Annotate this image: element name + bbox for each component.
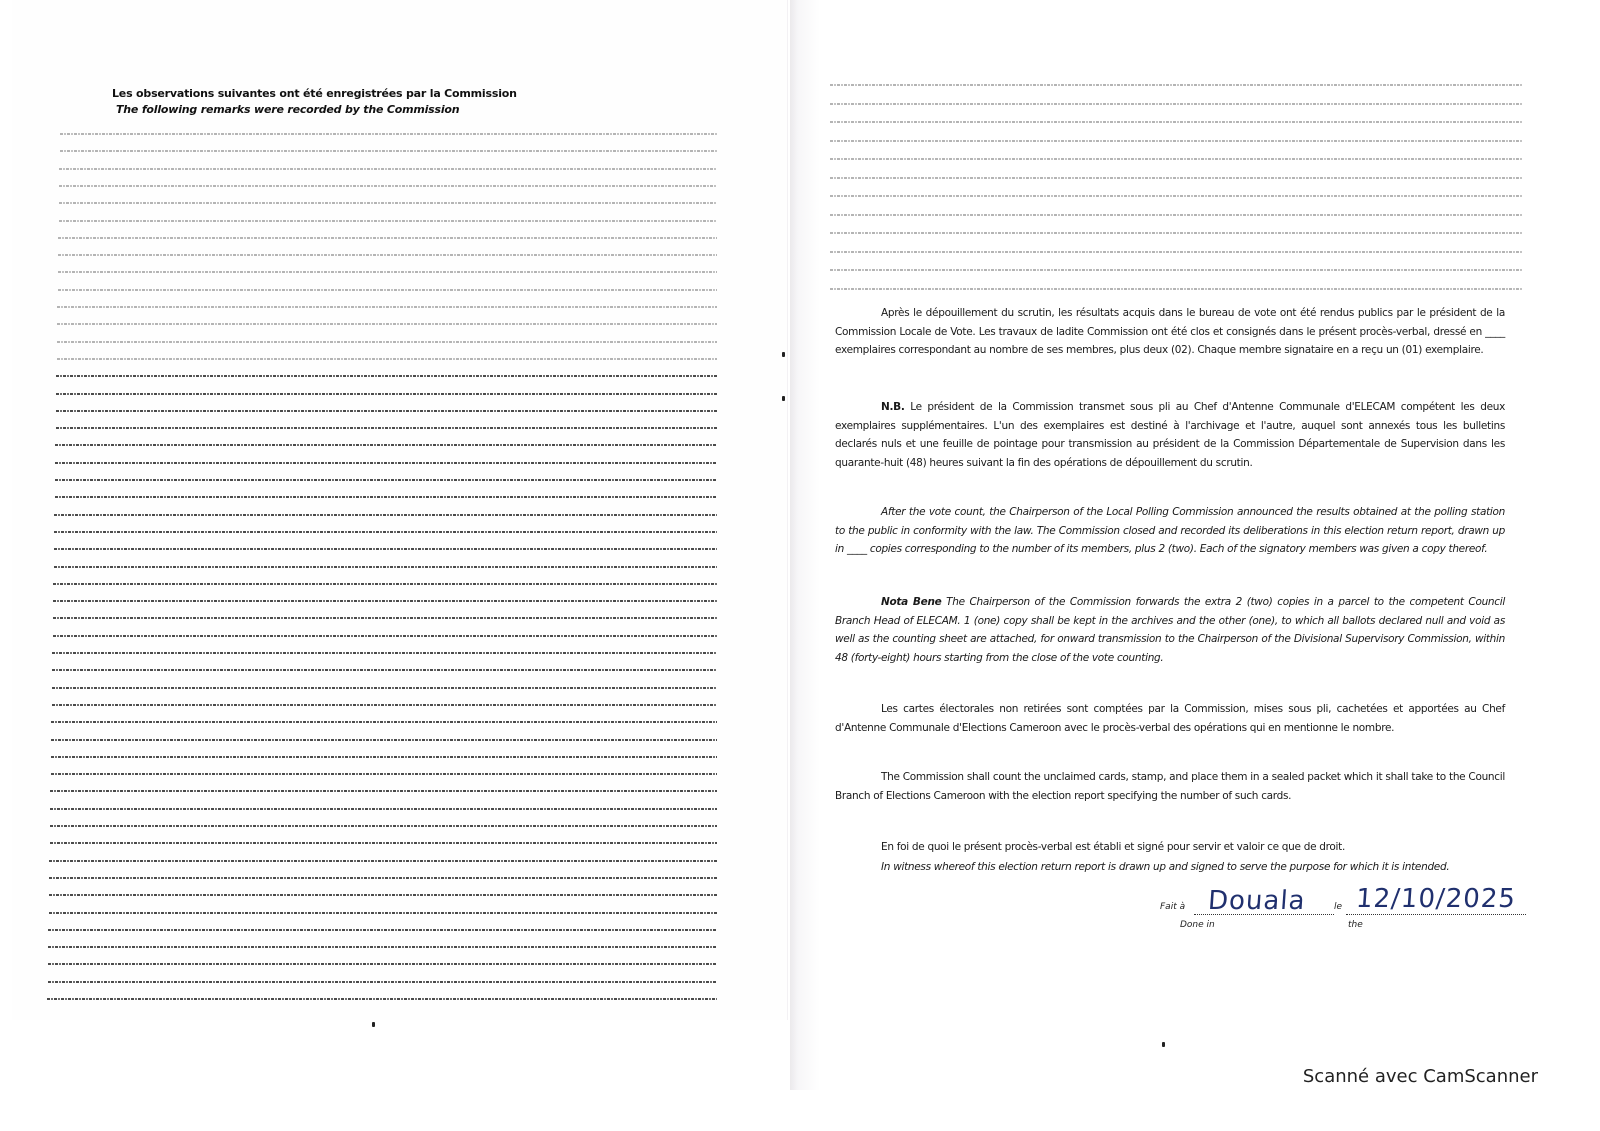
remark-line [49,860,717,862]
remark-line [59,168,717,170]
fait-a-label: Fait à [1160,902,1186,912]
paragraph-en-witness [835,858,1505,877]
en-witness-text: In witness whereof this election return report is drawn up and signed to serve the purpose for which it is intended. [881,861,1450,873]
remark-line [53,617,717,619]
signature-block [1160,884,1550,940]
remark-line [60,133,717,135]
remark-line [59,185,717,187]
en-nb-label: Nota Bene [881,596,942,608]
paragraph-fr-nb [835,398,1505,472]
en-nb-text: The Chairperson of the Commission forwards the extra 2 (two) copies in a parcel to the competent Council Branch Head of ELECAM. 1 (one) copy shall be kept in the archives and the other (one), to which all ballots declared null and void as well as the counting sheet are attached, for onward transmission to the Chairperson of the Divisional Supervisory Commission, within 48 (forty-eight) hours starting from the close of the vote counting. [835,596,1505,664]
en-cards-text: The Commission shall count the unclaimed cards, stamp, and place them in a sealed packet which it shall take to the Council Branch of Elections Cameroon with the election report specifying the number of such cards. [835,771,1505,802]
remark-line [51,721,717,723]
paragraph-en-cards [835,768,1505,805]
heading-french: Les observations suivantes ont été enregistrées par la Commission [112,87,517,100]
camscanner-watermark: Scanné avec CamScanner [1302,1066,1538,1087]
remark-line [48,929,717,931]
remark-line [57,306,717,308]
remark-line [49,877,717,879]
remark-line [830,84,1522,86]
remark-line [57,341,717,343]
done-in-label: Done in [1180,920,1215,930]
remark-line [830,269,1522,271]
remark-line [52,704,717,706]
remark-line [48,946,717,948]
place-handwritten: Douala [1206,886,1307,916]
remark-line [56,410,717,412]
scan-speck [1162,1042,1165,1047]
remark-line [53,635,717,637]
remark-line [56,393,717,395]
remark-line [56,427,717,429]
remark-line [830,288,1522,290]
remark-line [52,687,717,689]
remark-line [50,825,717,827]
remark-line [60,150,717,152]
heading-english: The following remarks were recorded by the Commission [116,103,460,116]
paragraph-fr-cards [835,700,1505,737]
remark-line [53,583,717,585]
remark-line [830,103,1522,105]
remark-line [56,375,717,377]
remarks-heading [112,86,517,118]
fr-witness-text: En foi de quoi le présent procès-verbal est établi et signé pour servir et valoir ce que de droit. [881,841,1346,853]
date-handwritten: 12/10/2025 [1354,884,1517,914]
remark-line [53,600,717,602]
remark-line [830,140,1522,142]
remark-line [57,358,717,360]
remark-line [50,808,717,810]
fr-nb-text: Le président de la Commission transmet sous pli au Chef d'Antenne Communale d'ELECAM compétent les deux exemplaires supplémentaires. L'un des exemplaires est destiné à l'archivage et l'autre, auquel sont annexés tous les bulletins declarés nuls et une feuille de pointage pour transmission au président de la Commission Départementale de Supervision dans les quarante-huit (48) heures suivant la fin des opérations de dépouillement du scrutin. [835,401,1505,469]
remark-line [48,963,717,965]
remark-line [55,496,717,498]
remark-line [58,289,717,291]
le-label: le [1334,902,1343,912]
remark-line [52,669,717,671]
paragraph-fr-results [835,304,1505,360]
remark-line [58,271,717,273]
scan-speck [782,396,785,401]
remark-line [54,514,717,516]
remark-line [54,531,717,533]
remark-line [52,652,717,654]
remark-line [830,195,1522,197]
remark-line [48,981,717,983]
remark-line [58,237,717,239]
remark-line [50,842,717,844]
remark-line [49,894,717,896]
remark-line [57,323,717,325]
remark-line [55,462,717,464]
remark-line [55,479,717,481]
remark-line [830,177,1522,179]
fr-nb-label: N.B. [881,401,905,413]
remark-line [51,739,717,741]
paragraph-en-results [835,503,1505,559]
remark-line [58,254,717,256]
remark-line [47,998,717,1000]
remark-line [55,444,717,446]
paragraph-fr-witness [835,838,1505,857]
date-underline [1346,914,1526,915]
remark-line [830,251,1522,253]
remark-line [830,158,1522,160]
left-page [12,0,788,1020]
remark-line [54,548,717,550]
en-results-text: After the vote count, the Chairperson of the Local Polling Commission announced the results obtained at the polling station to the public in conformity with the law. The Commission closed and recorded its deliberations in this election return report, drawn up in ____ copies corresponding to the number of its members, plus 2 (two). Each of the signatory members was given a copy thereof. [835,506,1505,555]
remark-line [830,232,1522,234]
remark-line [830,214,1522,216]
remark-line [51,773,717,775]
scan-speck [782,352,785,357]
remark-line [830,121,1522,123]
the-label: the [1348,920,1363,930]
remark-line [51,756,717,758]
scan-speck [372,1022,375,1027]
paragraph-en-nb [835,593,1505,667]
remark-line [49,912,717,914]
fr-results-text: Après le dépouillement du scrutin, les résultats acquis dans le bureau de vote ont été rendus publics par le président de la Commission Locale de Vote. Les travaux de ladite Commission ont été clos et consignés dans le présent procès-verbal, dressé en ____ exemplaires correspondant au nombre de ses membres, plus deux (02). Chaque membre signataire en a reçu un (01) exemplaire. [835,307,1505,356]
remark-line [59,220,717,222]
fr-cards-text: Les cartes électorales non retirées sont comptées par la Commission, mises sous pli, cachetées et apportées au Chef d'Antenne Communale d'Elections Cameroon avec le procès-verbal des opérations qui en mentionne le nombre. [835,703,1505,734]
remark-line [59,202,717,204]
remark-line [50,790,717,792]
remark-line [54,566,717,568]
